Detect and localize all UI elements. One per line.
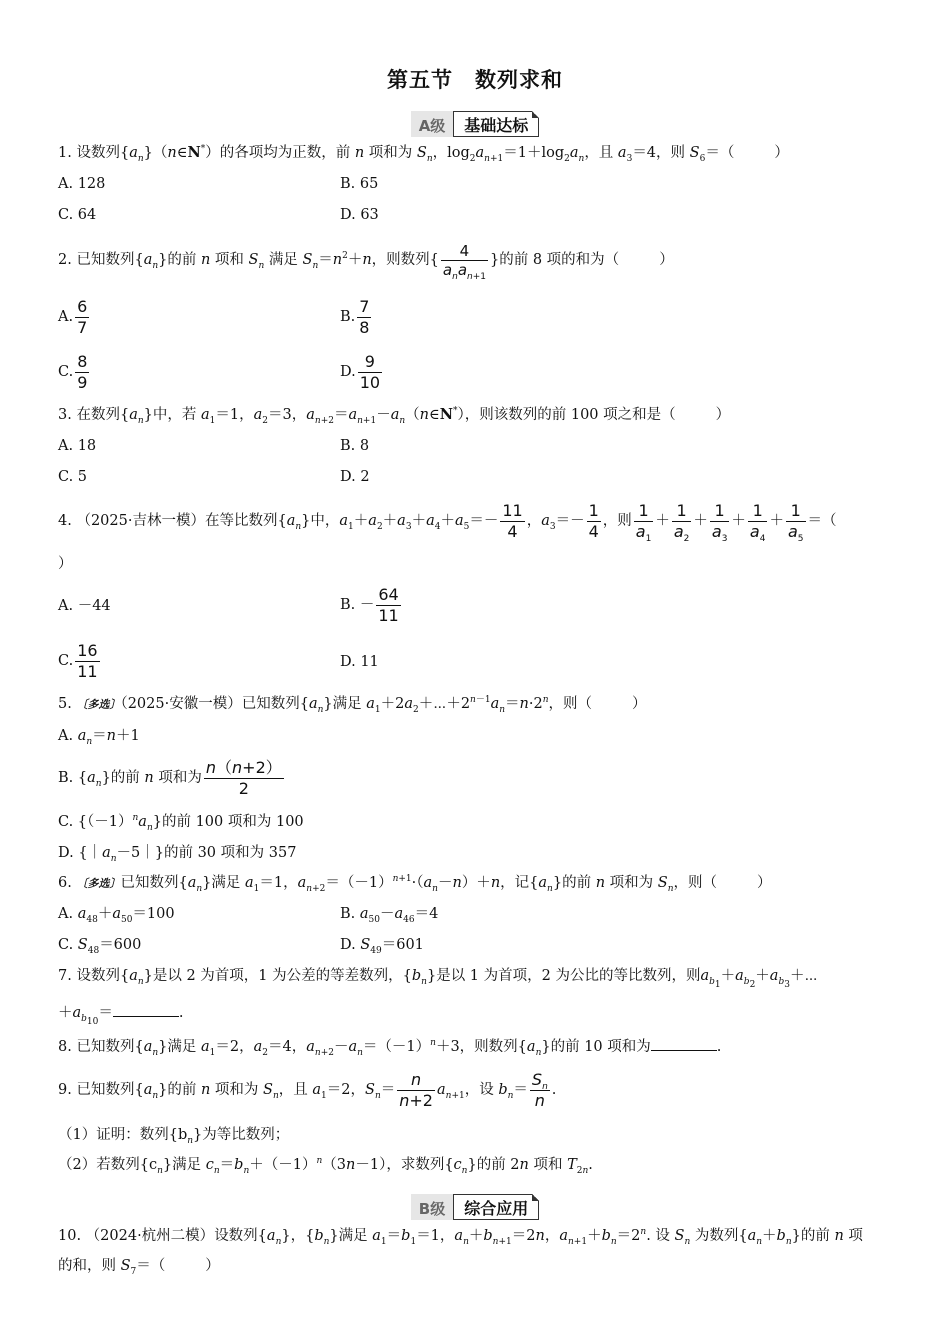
q3-option-d[interactable]: D. 2 xyxy=(340,469,370,485)
question-9-part-1: （1）证明：数列$\{b_n\}$为等比数列； xyxy=(58,1127,290,1146)
multi-choice-tag: 〔多选〕 xyxy=(76,698,121,711)
question-5: 5. 〔多选〕（2025·安徽一模）已知数列$\{a_n\}$满足 $a_1+2a_2+\cdots+2^{n-1}a_n=n\cdot 2^n$，则（ ） xyxy=(58,695,647,715)
q3-option-a[interactable]: A. 18 xyxy=(58,438,97,454)
q5-option-a[interactable]: A. $a_n=n+1$ xyxy=(58,728,140,747)
q2-option-d[interactable]: D. $\frac{9}{10}$ xyxy=(340,351,381,392)
level-b-name: 综合应用 xyxy=(453,1194,539,1220)
q4-option-a[interactable]: A. －44 xyxy=(58,598,111,614)
level-b-header xyxy=(0,1194,950,1224)
q1-option-c[interactable]: C. 64 xyxy=(58,207,97,223)
level-a-header xyxy=(0,111,950,141)
question-7-cont: $+a_{b_{10}}=$ . xyxy=(58,1002,183,1023)
q5-option-b[interactable]: B. $\{a_n\}$的前 n 项和为 $\frac{n(n+2)}{2}$ xyxy=(58,757,282,798)
q4-option-d[interactable]: D. 11 xyxy=(340,654,379,670)
q2-option-c[interactable]: C. $\frac{8}{9}$ xyxy=(58,351,88,392)
question-4: 4. （2025·吉林一模）在等比数列$\{a_n\}$中，$a_1+a_2+a_3+a_4+a_5=-$ $\frac{11}{4}$ ，$a_3=-$ $\frac{1}{4}$ ，则 $\frac{1}{a_1}$ ＋ $\frac{1}{a_2}$ ＋ $\frac{1}{a_3}$ ＋ $\frac{1}{a_4}$ ＋ $\frac{1}{a_5}$ ＝（ xyxy=(58,500,837,544)
question-1: 1. 设数列$\{a_n\}(n\in N^*)$的各项均为正数，前 n 项和为 $S_n$，$\log_2a_{n+1}=1+\log_2a_n$，且 $a_3=4$，则 $S_6=$（ ） xyxy=(58,144,789,164)
q4-option-b[interactable]: B. － $\frac{64}{11}$ xyxy=(340,584,399,625)
q5-option-c[interactable]: C. $\{(-1)^na_n\}$的前 100 项和为 100 xyxy=(58,813,304,833)
question-3: 3. 在数列$\{a_n\}$中，若 $a_1=1$，$a_2=3$，$a_{n+2}=a_{n+1}-a_n(n\in N^*)$，则该数列的前 100 项之和是（ ） xyxy=(58,406,731,426)
level-a-name: 基础达标 xyxy=(453,111,539,137)
level-b-tag: B级 xyxy=(411,1194,453,1220)
q1-option-a[interactable]: A. 128 xyxy=(58,176,106,192)
q2-option-a[interactable]: A. $\frac{6}{7}$ xyxy=(58,296,88,337)
q1-option-d[interactable]: D. 63 xyxy=(340,207,379,223)
q7-answer-blank[interactable] xyxy=(113,1002,179,1017)
q6-option-b[interactable]: B. $a_{50}-a_{46}=4$ xyxy=(340,906,439,925)
question-4-close: ） xyxy=(58,556,73,572)
question-10: 10. （2024·杭州二模）设数列$\{a_n\}$，$\{b_n\}$满足 $a_1=b_1=1$，$a_n+b_{n+1}=2n$，$a_{n+1}+b_n=2^n$. 设 $S_n$ 为数列$\{a_n+b_n\}$的前 n 项 xyxy=(58,1227,863,1247)
q6-option-c[interactable]: C. $S_{48}=600$ xyxy=(58,937,142,956)
q1-option-b[interactable]: B. 65 xyxy=(340,176,379,192)
q3-option-c[interactable]: C. 5 xyxy=(58,469,88,485)
question-7: 7. 设数列$\{a_n\}$是以 2 为首项，1 为公差的等差数列，$\{b_n\}$是以 1 为首项，2 为公比的等比数列，则$a_{b_1}+a_{b_2}+a_{b_3}+\cdots$ xyxy=(58,968,818,990)
question-9: 9. 已知数列$\{a_n\}$的前 n 项和为 $S_n$，且 $a_1=2$，$S_n=$ $\frac{n}{n+2}$ $a_{n+1}$，设 $b_n=$ $\frac{S_n}{n}$ . xyxy=(58,1069,557,1110)
q4-option-c[interactable]: C. $\frac{16}{11}$ xyxy=(58,640,98,681)
q8-answer-blank[interactable] xyxy=(651,1036,717,1051)
level-a-tag: A级 xyxy=(411,111,454,137)
question-2: 2. 已知数列$\{a_n\}$的前 n 项和 $S_n$ 满足 $S_n=n^2+n$，则数列{ $\frac{4}{a_na_{n+1}}$ }的前 8 项的和为（ ） xyxy=(58,241,674,282)
question-8: 8. 已知数列$\{a_n\}$满足 $a_1=2$，$a_2=4$，$a_{n+2}-a_n=(-1)^n+3$，则数列$\{a_n\}$的前 10 项和为 . xyxy=(58,1036,721,1057)
question-9-part-2: （2）若数列$\{c_n\}$满足 $c_n=b_n+(-1)^n(3n-1)$，求数列$\{c_n\}$的前 2n 项和 $T_{2n}$. xyxy=(58,1156,593,1176)
question-6: 6. 〔多选〕已知数列$\{a_n\}$满足 $a_1=1$，$a_{n+2}=(-1)^{n+1}\cdot(a_n-n)+n$，记$\{a_n\}$的前 n 项和为 $S_n$，则（ ） xyxy=(58,874,772,894)
multi-choice-tag: 〔多选〕 xyxy=(76,877,121,890)
page-title: 第五节 数列求和 xyxy=(387,68,563,92)
q2-option-b[interactable]: B. $\frac{7}{8}$ xyxy=(340,296,370,337)
question-10-cont: 的和，则 $S_7=$（ ） xyxy=(58,1258,220,1277)
q5-option-d[interactable]: D. $\{|a_n-5|\}$的前 30 项和为 357 xyxy=(58,845,297,864)
q6-option-a[interactable]: A. $a_{48}+a_{50}=100$ xyxy=(58,906,175,925)
q6-option-d[interactable]: D. $S_{49}=601$ xyxy=(340,937,424,956)
q3-option-b[interactable]: B. 8 xyxy=(340,438,370,454)
